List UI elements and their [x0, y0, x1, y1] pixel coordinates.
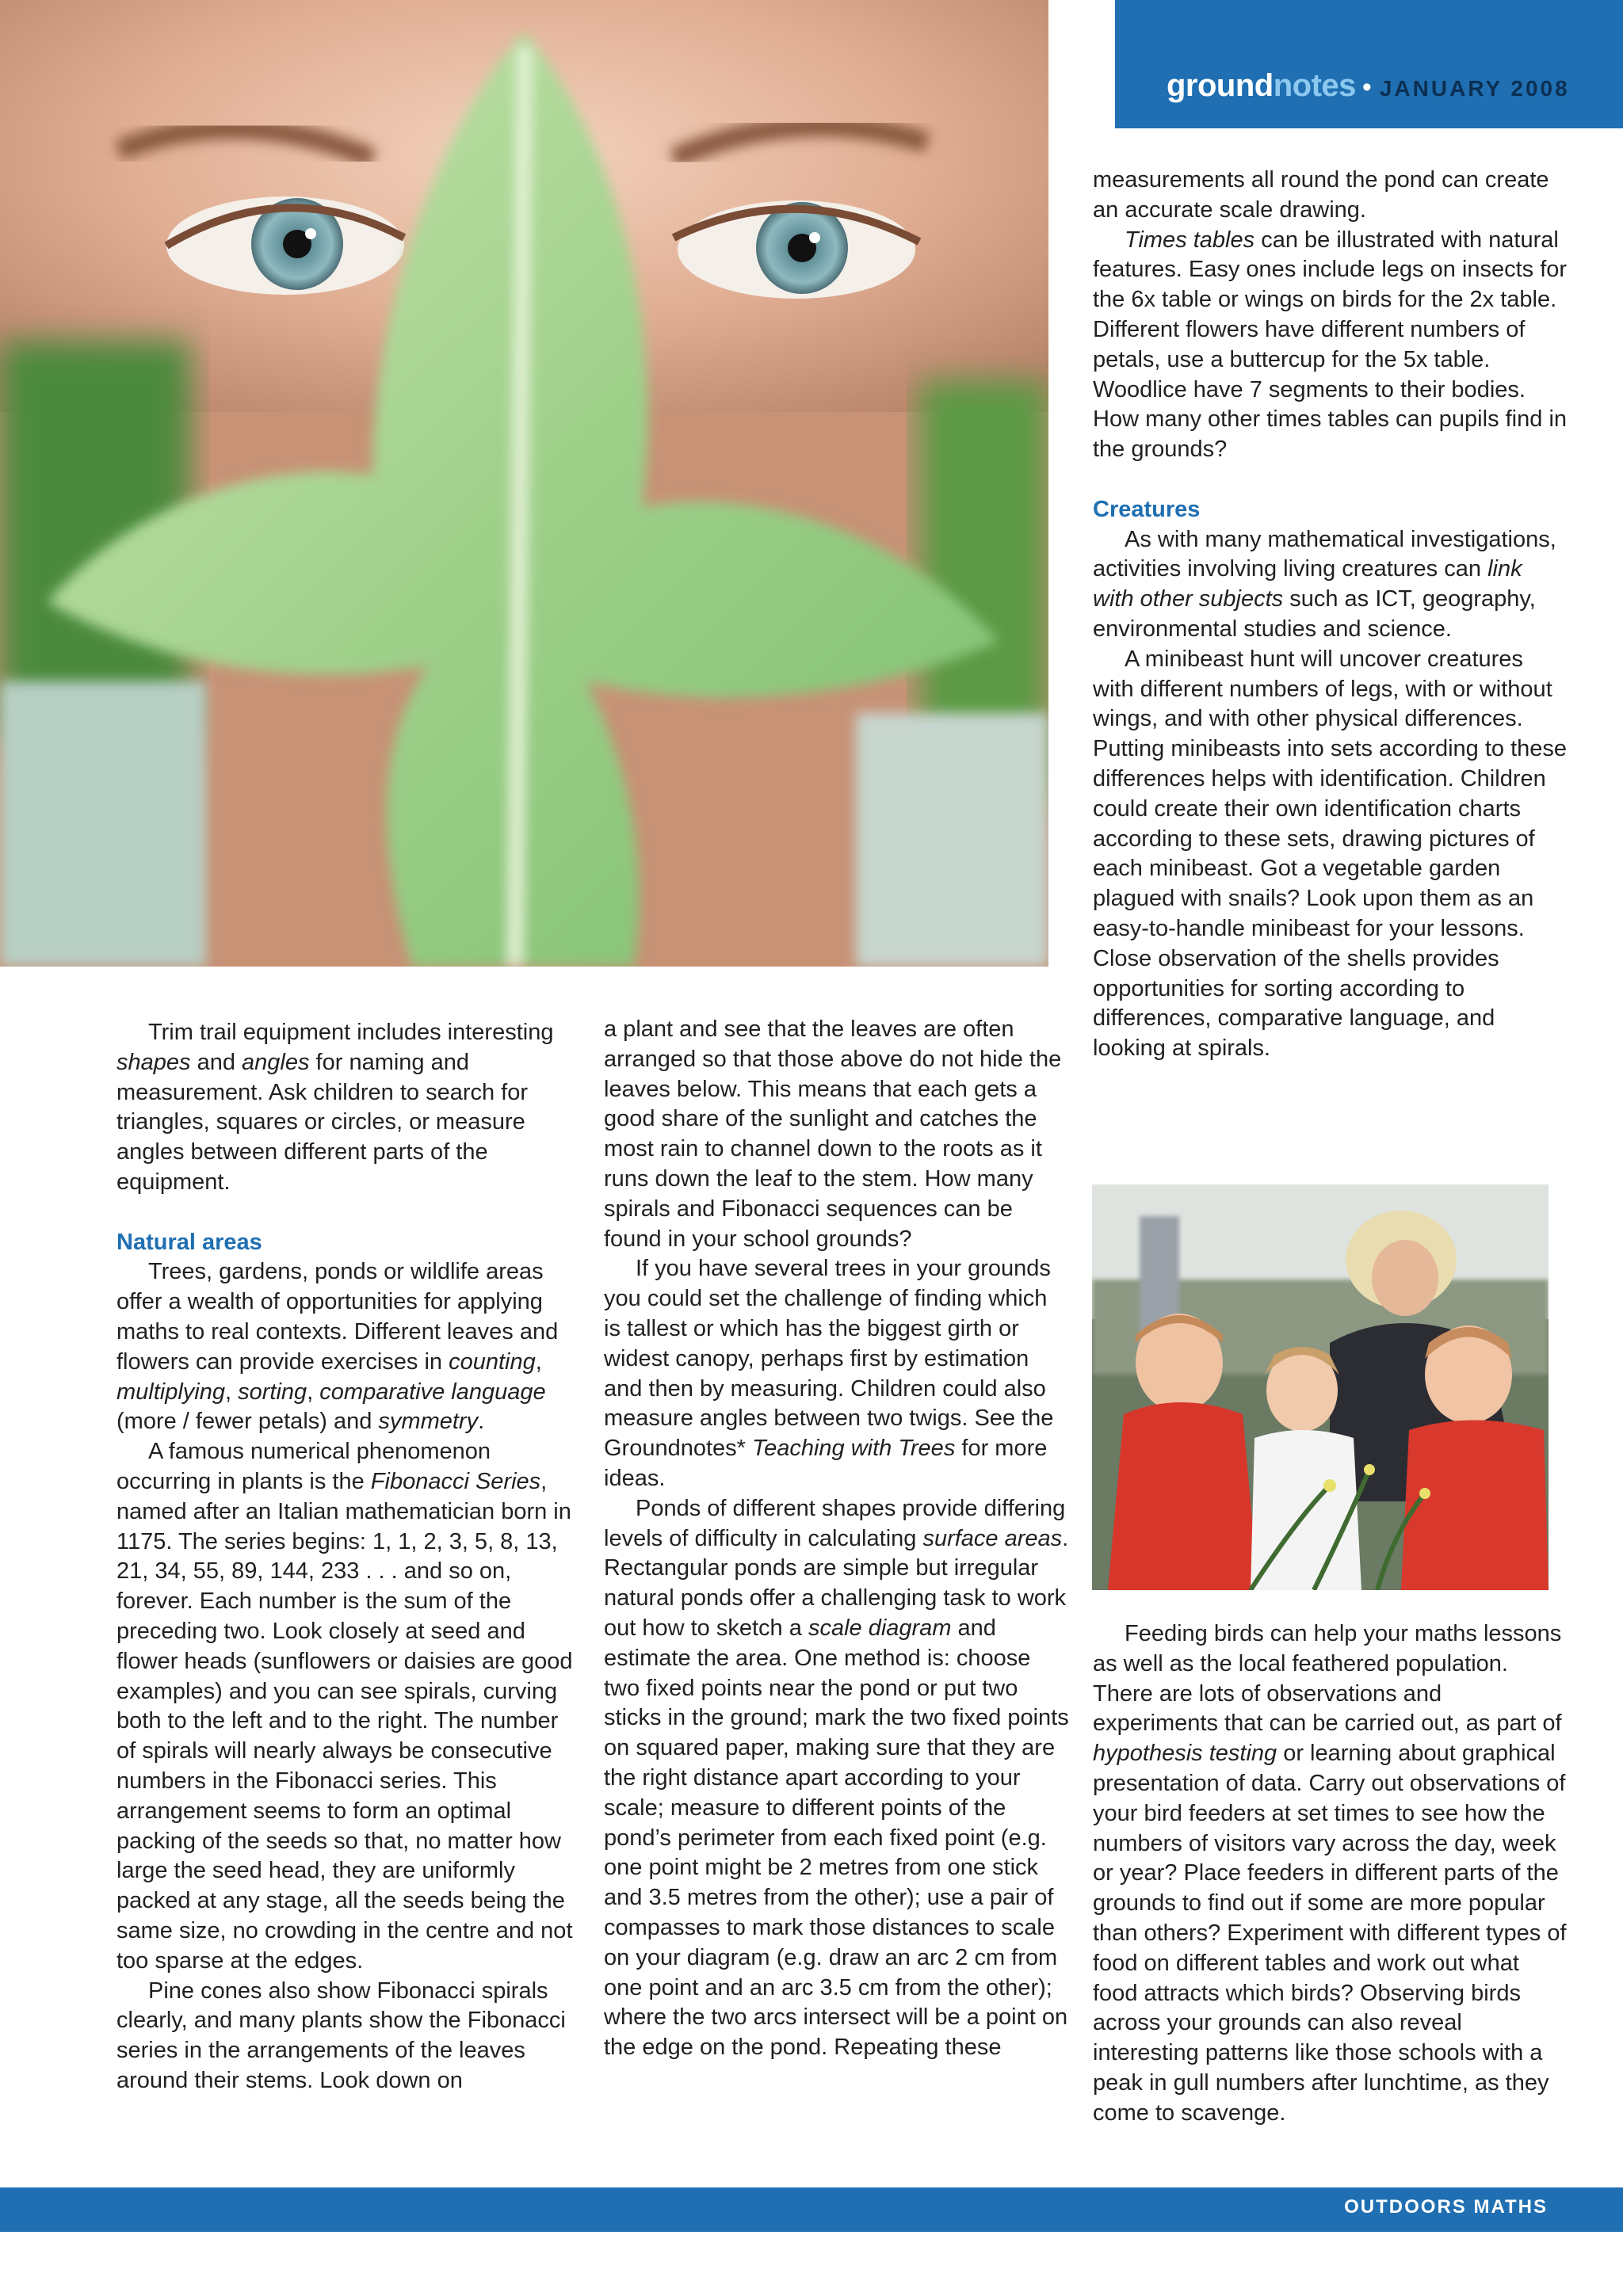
text-column-2 — [604, 1015, 1069, 2063]
bullet-icon: • — [1361, 72, 1372, 102]
text-column-3-lower — [1093, 1619, 1568, 2129]
paragraph: As with many mathematical investigations, activities involving living creatures can link with other subjects such as ICT, geography, environmental studies and science. — [1093, 526, 1556, 642]
text-column-1 — [116, 1018, 576, 2096]
paragraph: Trees, gardens, ponds or wildlife areas offer a wealth of opportunities for applying maths to real contexts. Different leaves and flowers can provide exercises in counting, multiplying, sorting, comparative language (more / fewer petals) and symmetry. — [116, 1259, 559, 1435]
paragraph: Times tables can be illustrated with natural features. Easy ones include legs on insects for the 6x table or wings on birds for the 2x table. Different flowers have different numbers of petals, use a buttercup for the 5x table. Woodlice have 7 segments to their bodies. How many other times tables can pupils find in the grounds? — [1093, 227, 1568, 463]
brand-notes: notes — [1273, 68, 1356, 103]
paragraph: Feeding birds can help your maths lessons as well as the local feathered population. There are lots of observations and experiments that can be carried out, as part of hypothesis testing or learning about graphical presentation of data. Carry out observations of your bird feeders at set times to see how the numbers of visitors vary across the day, week or year? Place feeders in different parts of the grounds to find out if some are more popular than others? Experiment with different types of food on different tables and work out what food attracts which birds? Observing birds across your grounds can also reveal interesting patterns like those schools with a peak in gull numbers after lunchtime, as they come to scavenge. — [1093, 1621, 1567, 2126]
section-label: OUTDOORS MATHS — [1344, 2196, 1548, 2218]
heading-natural-areas: Natural areas — [116, 1229, 262, 1255]
brand-ground: ground — [1167, 68, 1274, 103]
masthead — [1167, 68, 1570, 116]
paragraph: Ponds of different shapes provide differing levels of difficulty in calculating surface areas. Rectangular ponds are simple but irregular natural ponds offer a challenging task to work out how to sketch a scale diagram and estimate the area. One method is: choose two fixed points near the pond or put two sticks in the ground; mark the two fixed points on squared paper, making sure that they are the right distance apart according to your scale; measure to different points of the pond’s perimeter from each fixed point (e.g. one point might be 2 metres from one stick and 3.5 metres from the other); use a pair of compasses to mark those distances to scale on your diagram (e.g. draw an arc 2 cm from one point and an arc 3.5 cm from the other); where the two arcs intersect will be a point on the edge on the pond. Repeating these — [604, 1495, 1069, 2061]
paragraph: measurements all round the pond can create an accurate scale drawing. — [1093, 167, 1549, 223]
issue-date: JANUARY 2008 — [1379, 76, 1570, 101]
text-column-3-upper — [1093, 166, 1568, 1064]
paragraph: If you have several trees in your grounds you could set the challenge of finding which is tallest or which has the biggest girth or widest canopy, perhaps first by estimation and then by measuring. Children could also measure angles between two twigs. See the Groundnotes* Teaching with Trees for more ideas. — [604, 1256, 1054, 1491]
paragraph: A famous numerical phenomenon occurring in plants is the Fibonacci Series, named after an Italian mathematician born in 1175. The series begins: 1, 1, 2, 3, 5, 8, 13, 21, 34, 55, 89, 144, 233 . . . and so on, forever. Each number is the sum of the preceding two. Look closely at seed and flower heads (sunflowers or daisies are good examples) and you can see spirals, curving both to the left and to the right. The number of spirals will nearly always be consecutive numbers in the Fibonacci series. This arrangement seems to form an optimal packing of the seeds so that, no matter how large the seed head, they are uniformly packed at any stage, all the seeds being the same size, no crowding in the centre and not too sparse at the edges. — [116, 1439, 573, 1974]
photo-child-with-leaf — [0, 0, 1048, 967]
photo-children-with-teacher — [1092, 1184, 1549, 1590]
paragraph: Trim trail equipment includes interesting shapes and angles for naming and measurement. Ask children to search for triangles, squares or circles, or measure angles between different parts of the equipment. — [116, 1020, 554, 1195]
paragraph: Pine cones also show Fibonacci spirals clearly, and many plants show the Fibonacci series in the arrangements of the leaves around their stems. Look down on — [116, 1978, 566, 2093]
paragraph: A minibeast hunt will uncover creatures with different numbers of legs, with or without wings, and with other physical differences. Putting minibeasts into sets according to these differences helps with identification. Children could create their own identification charts according to these sets, drawing pictures of each minibeast. Got a vegetable garden plagued with snails? Look upon them as an easy-to-handle minibeast for your lessons. Close observation of the shells provides opportunities for sorting according to differences, comparative language, and looking at spirals. — [1093, 646, 1568, 1062]
heading-creatures: Creatures — [1093, 496, 1201, 522]
paragraph: a plant and see that the leaves are often arranged so that those above do not hide the leaves below. This means that each gets a good share of the sunlight and catches the most rain to channel down to the roots as it runs down the leaf to the stem. How many spirals and Fibonacci sequences can be found in your school grounds? — [604, 1016, 1062, 1252]
